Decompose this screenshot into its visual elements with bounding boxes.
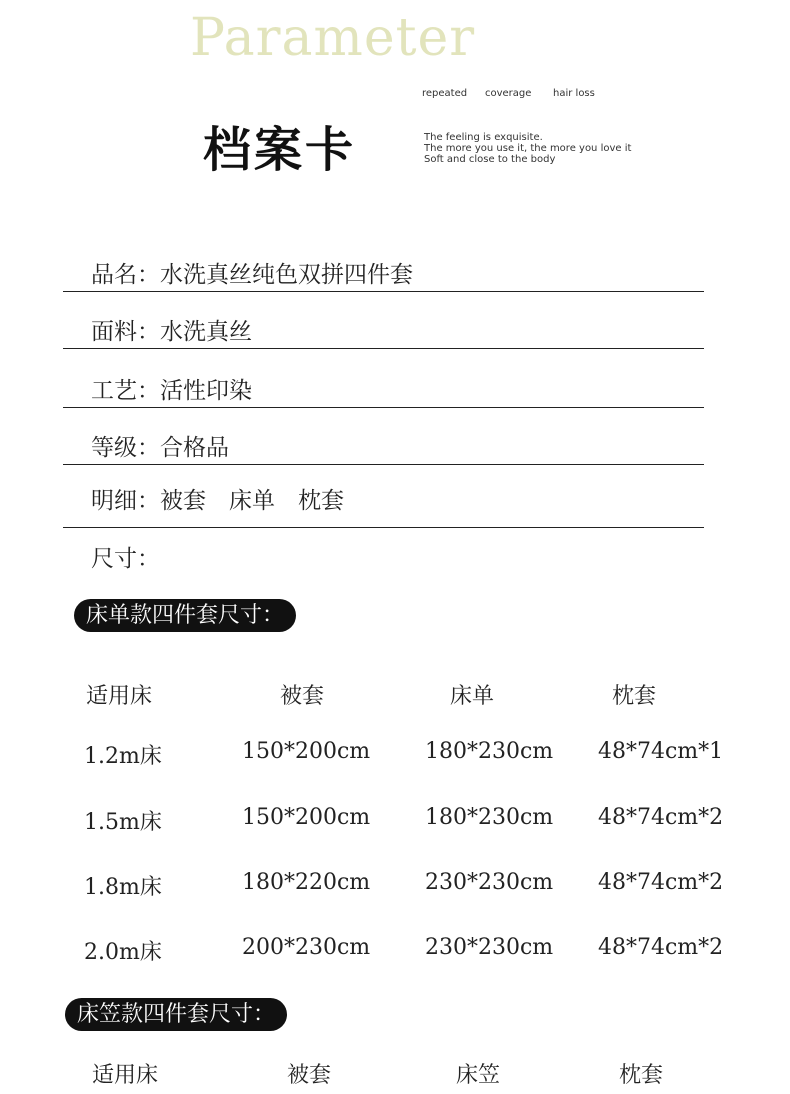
tag-hair-loss: hair loss	[553, 88, 595, 99]
table-cell: 48*74cm*2	[598, 935, 724, 960]
col-header-fitted-sheet: 床笠	[456, 1063, 501, 1088]
table-cell: 1.8m床	[84, 875, 162, 900]
table-cell: 150*200cm	[242, 739, 371, 764]
table-cell: 180*230cm	[425, 805, 554, 830]
table-cell: 200*230cm	[242, 935, 371, 960]
param-text: 明细：被套 床单 枕套	[91, 488, 344, 514]
param-text: 品名：水洗真丝纯色双拼四件套	[91, 262, 413, 288]
tagline-line: Soft and close to the body	[424, 154, 556, 165]
table-cell: 48*74cm*1	[598, 739, 724, 764]
col-header-pillowcase: 枕套	[619, 1063, 664, 1088]
table-cell: 180*230cm	[425, 739, 554, 764]
table-cell: 2.0m床	[84, 940, 162, 965]
col-header-bed: 适用床	[86, 684, 153, 709]
param-row-craft	[63, 362, 704, 408]
tagline-line: The more you use it, the more you love it	[424, 143, 632, 154]
col-header-sheet: 床单	[450, 684, 495, 709]
fitted-sheet-heading: 床笠款四件套尺寸：	[65, 998, 287, 1031]
table-cell: 48*74cm*2	[598, 870, 724, 895]
table-cell: 1.5m床	[84, 810, 162, 835]
table-cell: 1.2m床	[84, 744, 162, 769]
table-cell: 230*230cm	[425, 870, 554, 895]
parameter-title: Parameter	[190, 8, 476, 68]
tagline	[424, 132, 631, 165]
col-header-bed: 适用床	[92, 1063, 159, 1088]
table-cell: 150*200cm	[242, 805, 371, 830]
tagline-line: The feeling is exquisite.	[424, 132, 543, 143]
table-cell: 180*220cm	[242, 870, 371, 895]
col-header-duvet: 被套	[280, 684, 325, 709]
tag-repeated: repeated	[422, 88, 468, 99]
table-cell: 48*74cm*2	[598, 805, 724, 830]
tag-coverage: coverage	[485, 88, 532, 99]
param-row-grade	[63, 420, 704, 465]
param-row-details	[63, 476, 704, 528]
table-cell: 230*230cm	[425, 935, 554, 960]
param-row-fabric	[63, 306, 704, 349]
param-text: 等级：合格品	[91, 435, 229, 461]
param-row-name	[63, 250, 704, 292]
flat-sheet-heading: 床单款四件套尺寸：	[74, 599, 296, 632]
profile-card-title: 档案卡	[203, 122, 357, 178]
col-header-pillowcase: 枕套	[612, 684, 657, 709]
param-size-label: 尺寸：	[91, 546, 160, 572]
col-header-duvet: 被套	[287, 1063, 332, 1088]
param-text: 面料：水洗真丝	[91, 319, 252, 345]
param-text: 工艺：活性印染	[91, 378, 252, 404]
